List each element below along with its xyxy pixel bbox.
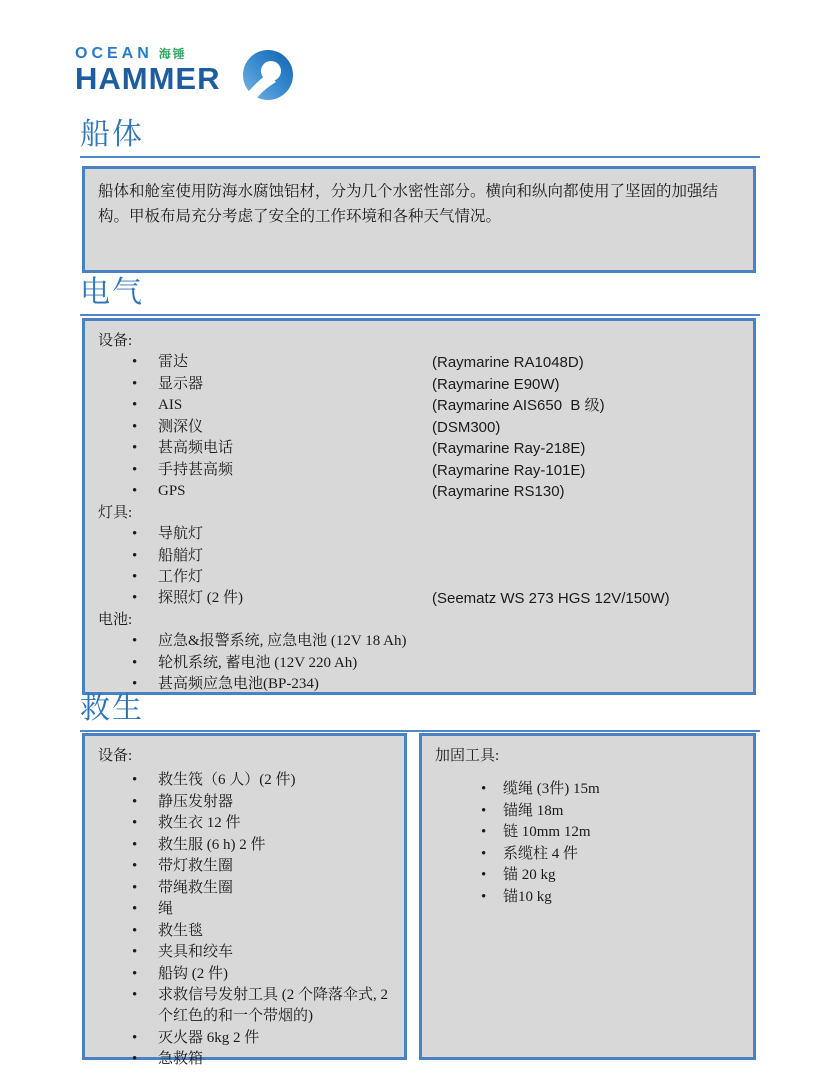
logo-ocean-text: OCEAN xyxy=(75,45,153,62)
item-label: 探照灯 (2 件) xyxy=(158,590,243,607)
bullet-icon: • xyxy=(132,1029,138,1046)
bullet-icon: • xyxy=(481,781,487,798)
bullet-icon: • xyxy=(132,568,138,585)
section-title-hull: 船体 xyxy=(80,118,760,158)
logo-chinese-text: 海锤 xyxy=(158,47,187,61)
securing-tools-box xyxy=(419,733,756,1060)
group-label-securing-tools: 加固工具: xyxy=(435,748,500,764)
bullet-icon: • xyxy=(132,461,138,478)
logo xyxy=(75,45,295,107)
list-item xyxy=(98,964,391,985)
section-title-lifesaving: 救生 xyxy=(80,692,760,732)
section-title-electrical: 电气 xyxy=(80,276,760,316)
item-label: 救生毯 xyxy=(158,922,204,939)
item-spec: (DSM300) xyxy=(432,418,501,436)
bullet-icon: • xyxy=(481,802,487,819)
item-label: 链 10mm 12m xyxy=(503,824,591,841)
item-label: 导航灯 xyxy=(158,526,204,543)
list-item xyxy=(435,844,740,865)
bullet-icon: • xyxy=(132,986,138,1003)
list-item xyxy=(98,835,391,856)
item-label: 显示器 xyxy=(158,375,204,392)
item-label: 绳 xyxy=(158,901,174,918)
bullet-icon: • xyxy=(132,922,138,939)
item-label: 甚高频电话 xyxy=(158,440,234,457)
bullet-icon: • xyxy=(132,483,138,500)
list-item xyxy=(98,524,740,545)
item-label: 灭火器 6kg 2 件 xyxy=(158,1029,260,1046)
list-item xyxy=(435,822,740,843)
bullet-icon: • xyxy=(132,879,138,896)
item-label: GPS xyxy=(158,483,186,500)
securing-tools-list xyxy=(435,779,740,908)
list-item xyxy=(435,865,740,886)
item-spec: (Raymarine RS130) xyxy=(432,483,565,501)
list-item xyxy=(435,801,740,822)
item-label: 救生衣 12 件 xyxy=(158,815,241,832)
lifesaving-equipment-box xyxy=(82,733,407,1068)
bullet-icon: • xyxy=(132,815,138,832)
item-spec: (Raymarine RA1048D) xyxy=(432,354,584,372)
item-spec: (Raymarine Ray-101E) xyxy=(432,461,586,479)
list-item xyxy=(98,899,391,920)
list-item xyxy=(98,792,391,813)
item-label: 轮机系统, 蓄电池 (12V 220 Ah) xyxy=(158,654,358,671)
group-label-lighting: 灯具: xyxy=(98,504,133,521)
bullet-icon: • xyxy=(481,845,487,862)
item-label: 锚10 kg xyxy=(503,888,552,905)
group-label-battery: 电池: xyxy=(98,611,133,628)
item-label: 船钩 (2 件) xyxy=(158,965,228,982)
hull-description: 船体和舱室使用防海水腐蚀铝材，分为几个水密性部分。横向和纵向都使用了坚固的加强结构。甲板布局充分考虑了安全的工作环境和各种天气情况。 xyxy=(98,183,719,225)
hull-box xyxy=(82,166,756,273)
list-item xyxy=(98,1028,391,1049)
item-label: 静压发射器 xyxy=(158,793,234,810)
item-label: 工作灯 xyxy=(158,568,204,585)
group-label-equipment: 设备: xyxy=(98,333,133,349)
list-item xyxy=(98,985,391,1028)
bullet-icon: • xyxy=(481,888,487,905)
list-item xyxy=(98,856,391,877)
list-item xyxy=(98,878,391,899)
bullet-icon: • xyxy=(132,944,138,961)
list-item xyxy=(98,374,740,395)
list-item xyxy=(98,567,740,588)
item-label: 系缆柱 4 件 xyxy=(503,845,579,862)
electrical-box xyxy=(82,318,756,695)
battery-list xyxy=(98,631,740,695)
list-item xyxy=(98,921,391,942)
bullet-icon: • xyxy=(481,867,487,884)
item-label: 甚高频应急电池(BP-234) xyxy=(158,676,319,693)
item-label: 求救信号发射工具 (2 个降落伞式, 2 个红色的和一个带烟的) xyxy=(158,986,388,1025)
item-label: 救生筏（6 人）(2 件) xyxy=(158,772,296,789)
logo-hammer-text: HAMMER xyxy=(75,61,221,96)
list-item xyxy=(98,395,740,416)
bullet-icon: • xyxy=(481,824,487,841)
item-label: 急救箱 xyxy=(158,1051,204,1068)
bullet-icon: • xyxy=(132,590,138,607)
list-item xyxy=(98,546,740,567)
item-label: 锚 20 kg xyxy=(503,867,556,884)
list-item xyxy=(98,438,740,459)
bullet-icon: • xyxy=(132,836,138,853)
ocean-wave-icon xyxy=(240,48,296,104)
equipment-list xyxy=(98,352,740,502)
list-item xyxy=(98,813,391,834)
bullet-icon: • xyxy=(132,965,138,982)
lighting-list xyxy=(98,524,740,610)
item-label: 应急&报警系统, 应急电池 (12V 18 Ah) xyxy=(158,633,407,650)
bullet-icon: • xyxy=(132,633,138,650)
item-spec: (Raymarine Ray-218E) xyxy=(432,440,586,458)
item-label: 带绳救生圈 xyxy=(158,879,234,896)
item-label: 夹具和绞车 xyxy=(158,944,234,961)
list-item xyxy=(98,588,740,609)
item-spec: (Raymarine AIS650 B 级) xyxy=(432,397,605,415)
item-label: 雷达 xyxy=(158,354,189,371)
bullet-icon: • xyxy=(132,375,138,392)
equipment-group xyxy=(98,331,740,503)
group-label-lifesaving-equipment: 设备: xyxy=(98,748,133,764)
list-item xyxy=(98,481,740,502)
battery-group xyxy=(98,610,740,696)
bullet-icon: • xyxy=(132,397,138,414)
list-item xyxy=(435,779,740,800)
item-label: 手持甚高频 xyxy=(158,461,234,478)
list-item xyxy=(98,653,740,674)
item-label: 锚绳 18m xyxy=(503,802,564,819)
bullet-icon: • xyxy=(132,676,138,693)
list-item xyxy=(98,352,740,373)
bullet-icon: • xyxy=(132,526,138,543)
list-item xyxy=(98,942,391,963)
list-item xyxy=(98,631,740,652)
item-label: 缆绳 (3件) 15m xyxy=(503,781,600,798)
item-label: 测深仪 xyxy=(158,418,204,435)
list-item xyxy=(98,460,740,481)
item-spec: (Raymarine E90W) xyxy=(432,375,560,393)
item-label: 带灯救生圈 xyxy=(158,858,234,875)
bullet-icon: • xyxy=(132,793,138,810)
lighting-group xyxy=(98,503,740,610)
item-label: 救生服 (6 h) 2 件 xyxy=(158,836,266,853)
lifesaving-equipment-list xyxy=(98,770,391,1070)
bullet-icon: • xyxy=(132,858,138,875)
bullet-icon: • xyxy=(132,440,138,457)
list-item xyxy=(98,417,740,438)
bullet-icon: • xyxy=(132,418,138,435)
bullet-icon: • xyxy=(132,547,138,564)
list-item xyxy=(98,770,391,791)
bullet-icon: • xyxy=(132,654,138,671)
bullet-icon: • xyxy=(132,354,138,371)
item-spec: (Seematz WS 273 HGS 12V/150W) xyxy=(432,590,670,608)
list-item xyxy=(435,887,740,908)
bullet-icon: • xyxy=(132,901,138,918)
list-item xyxy=(98,1049,391,1070)
item-label: AIS xyxy=(158,397,183,414)
bullet-icon: • xyxy=(132,772,138,789)
item-label: 船艏灯 xyxy=(158,547,204,564)
bullet-icon: • xyxy=(132,1051,138,1068)
